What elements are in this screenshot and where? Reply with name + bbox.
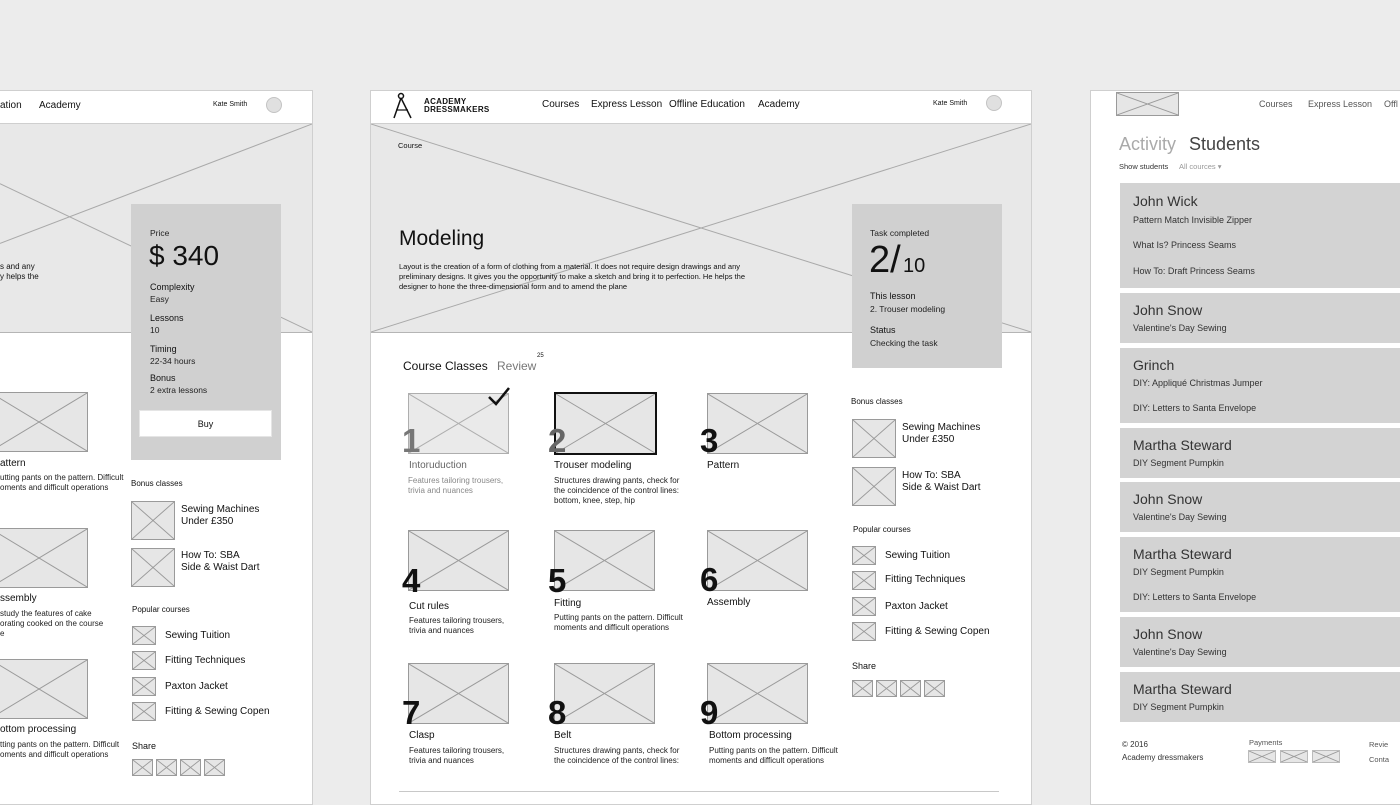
bonus-thumbnail[interactable] xyxy=(852,467,896,506)
lesson-desc: utting pants on the pattern. Difficult xyxy=(0,473,124,482)
hero-text: s and any xyxy=(0,262,35,271)
class-title[interactable]: Pattern xyxy=(707,460,740,471)
student-name[interactable]: John Snow xyxy=(1133,491,1203,507)
popular-item[interactable]: Sewing Tuition xyxy=(165,630,231,641)
lesson-thumbnail[interactable] xyxy=(0,392,88,452)
student-card[interactable] xyxy=(1120,183,1400,288)
class-number: 5 xyxy=(548,562,567,599)
popular-thumbnail[interactable] xyxy=(852,571,876,590)
task-total: 10 xyxy=(903,255,926,277)
share-icon[interactable] xyxy=(924,680,945,697)
logo-icon[interactable] xyxy=(391,92,415,120)
class-thumbnail[interactable] xyxy=(707,663,808,724)
student-name[interactable]: Grinch xyxy=(1133,357,1175,373)
footer-payments-label: Payments xyxy=(1249,738,1283,747)
student-course[interactable]: DIY Segment Pumpkin xyxy=(1133,702,1224,712)
header xyxy=(0,91,312,124)
review-count-badge: 25 xyxy=(537,353,544,359)
task-label: Task completed xyxy=(870,228,930,238)
bonus-item[interactable]: How To: SBA Side & Waist Dart xyxy=(181,550,260,573)
class-number: 4 xyxy=(402,562,421,599)
bonus-thumbnail[interactable] xyxy=(131,548,175,587)
breadcrumb[interactable]: Course xyxy=(398,141,423,150)
class-title[interactable]: Clasp xyxy=(409,730,435,741)
class-number: 6 xyxy=(700,561,719,598)
popular-thumbnail[interactable] xyxy=(852,622,876,641)
bonus-value: 2 extra lessons xyxy=(150,385,208,395)
student-name[interactable]: John Snow xyxy=(1133,302,1203,318)
payment-icon xyxy=(1280,750,1308,763)
bonus-item[interactable]: How To: SBA Side & Waist Dart xyxy=(902,470,981,493)
student-course[interactable]: What Is? Princess Seams xyxy=(1133,240,1237,250)
lesson-thumbnail[interactable] xyxy=(0,659,88,719)
lesson-desc: study the features of cake xyxy=(0,609,92,618)
share-icon[interactable] xyxy=(204,759,225,776)
share-heading: Share xyxy=(852,661,877,671)
student-card[interactable] xyxy=(1120,348,1400,423)
class-thumbnail[interactable] xyxy=(554,663,655,724)
lesson-desc: oments and difficult operations xyxy=(0,750,109,759)
class-desc: Structures drawing pants, check for the coincidence of the control lines: xyxy=(554,746,680,765)
student-name[interactable]: John Snow xyxy=(1133,626,1203,642)
class-number: 3 xyxy=(700,422,719,459)
class-title[interactable]: Bottom processing xyxy=(709,730,792,741)
popular-heading: Popular courses xyxy=(132,605,190,614)
popular-item[interactable]: Fitting Techniques xyxy=(165,655,246,666)
student-name[interactable]: Martha Steward xyxy=(1133,546,1232,562)
class-desc: Features tailoring trousers, trivia and nuances xyxy=(409,616,505,635)
students-wireframe-page xyxy=(1090,90,1400,805)
nav-link-academy[interactable]: Academy xyxy=(39,100,81,111)
popular-thumbnail[interactable] xyxy=(132,702,156,721)
tab-students[interactable]: Students xyxy=(1189,134,1261,154)
bonus-item[interactable]: Sewing Machines Under £350 xyxy=(902,422,981,445)
course-description: Layout is the creation of a form of clothing from a material. It does not require design drawings and any preliminary designs. It gives you the opportunity to make a sketch and bring it to perfection. He helps the designer to hone the three-dimensional form and to amend the plane xyxy=(399,262,746,291)
class-desc: Features tailoring trousers, trivia and nuances xyxy=(409,746,505,765)
popular-item[interactable]: Fitting Techniques xyxy=(885,574,966,585)
divider xyxy=(399,791,999,792)
lesson-desc: tting pants on the pattern. Difficult xyxy=(0,740,120,749)
student-card[interactable] xyxy=(1120,428,1400,478)
student-name[interactable]: Martha Steward xyxy=(1133,437,1232,453)
lesson-desc: orating cooked on the course xyxy=(0,619,104,628)
share-icon[interactable] xyxy=(156,759,177,776)
nav-link-courses[interactable]: Courses xyxy=(1259,99,1293,109)
footer-reviews-link[interactable]: Revie xyxy=(1369,740,1389,749)
checkmark-icon xyxy=(487,386,512,408)
lesson-desc: e xyxy=(0,629,5,638)
lesson-thumbnail[interactable] xyxy=(0,528,88,588)
tab-review[interactable]: Review xyxy=(497,359,537,373)
popular-thumbnail[interactable] xyxy=(132,651,156,670)
student-course[interactable]: How To: Draft Princess Seams xyxy=(1133,266,1255,276)
student-course[interactable]: DIY: Appliqué Christmas Jumper xyxy=(1133,378,1263,388)
popular-thumbnail[interactable] xyxy=(852,546,876,565)
course-wireframe-page xyxy=(370,90,1032,805)
student-course[interactable]: DIY Segment Pumpkin xyxy=(1133,458,1224,468)
status-label: Status xyxy=(870,325,896,335)
class-desc: Putting pants on the pattern. Difficult moments and difficult operations xyxy=(709,746,838,765)
student-course[interactable]: DIY: Letters to Santa Envelope xyxy=(1133,592,1257,602)
popular-thumbnail[interactable] xyxy=(132,677,156,696)
bonus-label: Bonus xyxy=(150,373,176,383)
logo-text[interactable]: ACADEMY xyxy=(424,97,467,106)
nav-link-academy[interactable]: Academy xyxy=(758,99,800,110)
student-course[interactable]: Valentine's Day Sewing xyxy=(1133,647,1227,657)
task-done: 2/ xyxy=(869,239,901,281)
logo-text[interactable]: DRESSMAKERS xyxy=(424,105,490,114)
footer-contacts-link[interactable]: Conta xyxy=(1369,755,1390,764)
timing-value: 22-34 hours xyxy=(150,356,196,366)
lesson-title[interactable]: attern xyxy=(0,458,26,469)
header xyxy=(371,91,1031,124)
hero-text: y helps the xyxy=(0,272,39,281)
student-course[interactable]: Pattern Match Invisible Zipper xyxy=(1133,215,1253,225)
class-thumbnail[interactable] xyxy=(408,530,509,591)
complexity-value: Easy xyxy=(150,294,169,304)
student-course[interactable]: Valentine's Day Sewing xyxy=(1133,512,1227,522)
price-value: $ 340 xyxy=(149,240,220,271)
lesson-title[interactable]: ssembly xyxy=(0,593,37,604)
class-title[interactable]: Intoruduction xyxy=(409,460,467,471)
student-card[interactable] xyxy=(1120,617,1400,667)
share-icon[interactable] xyxy=(132,759,153,776)
class-thumbnail[interactable] xyxy=(707,530,808,591)
class-title[interactable]: Fitting xyxy=(554,598,582,609)
timing-label: Timing xyxy=(150,344,177,354)
footer-copyright: © 2016 xyxy=(1122,740,1148,749)
student-course[interactable]: DIY Segment Pumpkin xyxy=(1133,567,1224,577)
course-filter-dropdown[interactable]: All cources ▾ xyxy=(1179,162,1222,171)
student-course[interactable]: Valentine's Day Sewing xyxy=(1133,323,1227,333)
class-number: 1 xyxy=(402,422,421,459)
popular-thumbnail[interactable] xyxy=(852,597,876,616)
logo-placeholder[interactable] xyxy=(1116,92,1179,116)
student-card[interactable] xyxy=(1120,482,1400,532)
class-thumbnail-selected[interactable] xyxy=(554,392,657,455)
class-title[interactable]: Assembly xyxy=(707,597,751,608)
share-icon[interactable] xyxy=(876,680,897,697)
student-name[interactable]: Martha Steward xyxy=(1133,681,1232,697)
popular-item[interactable]: Paxton Jacket xyxy=(885,601,948,612)
avatar[interactable] xyxy=(986,95,1002,111)
popular-heading: Popular courses xyxy=(853,525,911,534)
bonus-thumbnail[interactable] xyxy=(131,501,175,540)
price-label: Price xyxy=(150,228,170,238)
lesson-label: This lesson xyxy=(870,291,916,301)
status-value: Checking the task xyxy=(870,338,938,348)
nav-link-education[interactable]: ation xyxy=(0,100,22,111)
buy-button[interactable]: Buy xyxy=(139,410,272,437)
bonus-heading: Bonus classes xyxy=(851,397,903,406)
class-desc: Structures drawing pants, check for the coincidence of the control lines: bottom, knee, step, hip xyxy=(554,476,680,505)
nav-link-express-lesson[interactable]: Express Lesson xyxy=(591,99,663,110)
class-number: 9 xyxy=(700,694,719,731)
nav-link-offline-education[interactable]: Offline Education xyxy=(669,99,745,110)
student-course[interactable]: DIY: Letters to Santa Envelope xyxy=(1133,403,1257,413)
avatar[interactable] xyxy=(266,97,282,113)
student-card[interactable] xyxy=(1120,672,1400,722)
share-icon[interactable] xyxy=(180,759,201,776)
nav-link-courses[interactable]: Courses xyxy=(542,99,580,110)
footer-company: Academy dressmakers xyxy=(1122,753,1204,762)
student-name[interactable]: John Wick xyxy=(1133,193,1198,209)
payment-icon xyxy=(1248,750,1276,763)
left-wireframe-page xyxy=(0,90,313,805)
page-title: Modeling xyxy=(399,227,485,250)
class-desc: Putting pants on the pattern. Difficult moments and difficult operations xyxy=(554,613,683,632)
share-icon[interactable] xyxy=(900,680,921,697)
class-number: 8 xyxy=(548,694,567,731)
lesson-desc: oments and difficult operations xyxy=(0,483,109,492)
bonus-heading: Bonus classes xyxy=(131,479,183,488)
class-title[interactable]: Trouser modeling xyxy=(554,460,632,471)
share-icon[interactable] xyxy=(852,680,873,697)
class-number: 2 xyxy=(548,422,567,459)
class-desc: Features tailoring trousers, trivia and nuances xyxy=(408,476,504,495)
payment-icon xyxy=(1312,750,1340,763)
class-title[interactable]: Cut rules xyxy=(409,601,450,612)
lesson-value: 2. Trouser modeling xyxy=(870,304,946,314)
show-students-label: Show students xyxy=(1119,162,1169,171)
popular-thumbnail[interactable] xyxy=(132,626,156,645)
class-thumbnail[interactable] xyxy=(408,663,509,724)
class-number: 7 xyxy=(402,694,421,731)
popular-item[interactable]: Fitting & Sewing Copen xyxy=(885,626,990,637)
header xyxy=(1091,91,1400,124)
lesson-title[interactable]: ottom processing xyxy=(0,724,77,735)
lessons-value: 10 xyxy=(150,325,160,335)
share-heading: Share xyxy=(132,741,157,751)
user-name[interactable]: Kate Smith xyxy=(933,100,968,107)
nav-link-express-lesson[interactable]: Express Lesson xyxy=(1308,99,1373,109)
popular-item[interactable]: Sewing Tuition xyxy=(885,550,951,561)
tab-activity[interactable]: Activity xyxy=(1119,134,1177,154)
tab-course-classes[interactable]: Course Classes xyxy=(403,359,488,373)
student-card[interactable] xyxy=(1120,537,1400,612)
bonus-thumbnail[interactable] xyxy=(852,419,896,458)
task-card xyxy=(852,204,1002,368)
user-name[interactable]: Kate Smith xyxy=(213,101,248,108)
popular-item[interactable]: Fitting & Sewing Copen xyxy=(165,706,270,717)
class-title[interactable]: Belt xyxy=(554,730,572,741)
class-thumbnail[interactable] xyxy=(707,393,808,454)
popular-item[interactable]: Paxton Jacket xyxy=(165,681,228,692)
student-card[interactable] xyxy=(1120,293,1400,343)
price-card xyxy=(131,204,281,460)
nav-link-offline-education[interactable]: Offl xyxy=(1384,99,1398,109)
class-thumbnail[interactable] xyxy=(554,530,655,591)
lessons-label: Lessons xyxy=(150,313,184,323)
complexity-label: Complexity xyxy=(150,282,195,292)
bonus-item[interactable]: Sewing Machines Under £350 xyxy=(181,504,260,527)
